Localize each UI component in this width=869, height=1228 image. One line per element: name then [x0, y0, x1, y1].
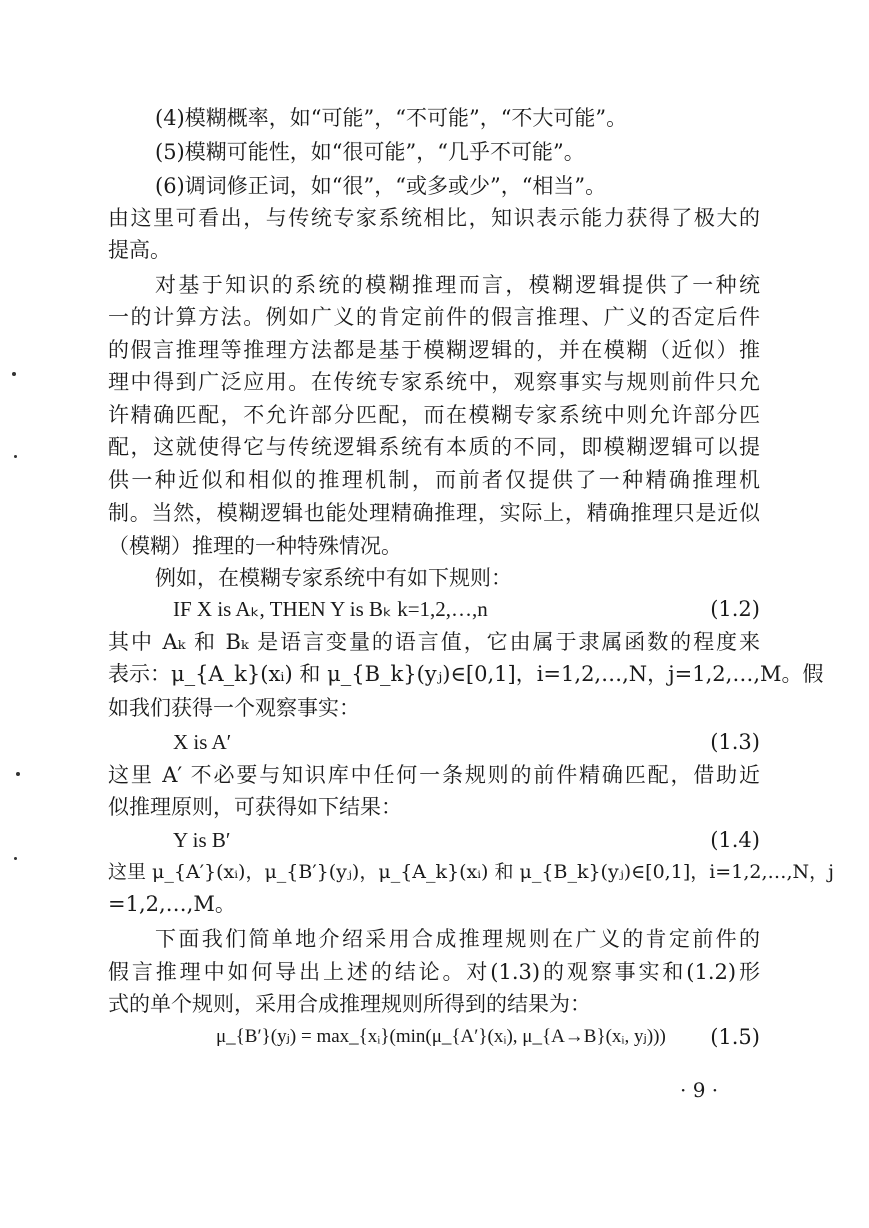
equation-number: (1.4): [710, 828, 760, 852]
list-item-fuzzy-probability: (4)模糊概率，如“可能”，“不可能”，“不大可能”。: [155, 106, 628, 130]
paragraph-line: 配，这就使得它与传统逻辑系统有本质的不同，即模糊逻辑可以提: [108, 435, 760, 459]
paragraph-line: 下面我们简单地介绍采用合成推理规则在广义的肯定前件的: [155, 927, 760, 951]
equation-expression: μ_{B′}(yⱼ) = max_{xᵢ}(min(μ_{A′}(xᵢ), μ_{A→B}(xᵢ, yⱼ))): [216, 1026, 666, 1047]
equation-expression: Y is B′: [173, 828, 231, 852]
scan-speck: [14, 857, 17, 860]
paragraph-line: 假言推理中如何导出上述的结论。对(1.3)的观察事实和(1.2)形: [108, 960, 760, 984]
paragraph-line: 许精确匹配，不允许部分匹配，而在模糊专家系统中则允许部分匹: [108, 403, 760, 427]
equation-number: (1.5): [710, 1025, 760, 1049]
paragraph-line: 供一种近似和相似的推理机制，而前者仅提供了一种精确推理机: [108, 468, 760, 492]
paragraph-line: 这里 μ_{A′}(xᵢ)，μ_{B′}(yⱼ)，μ_{A_k}(xᵢ) 和 μ_{B_k}(yⱼ)∈[0,1]，i=1,2,…,N，j: [108, 861, 835, 883]
equation-number: (1.3): [710, 730, 760, 754]
paragraph-line: 的假言推理等推理方法都是基于模糊逻辑的，并在模糊（近似）推: [108, 338, 760, 362]
paragraph-line: 例如，在模糊专家系统中有如下规则：: [155, 566, 512, 590]
paragraph-line: 由这里可看出，与传统专家系统相比，知识表示能力获得了极大的: [108, 206, 760, 230]
paragraph-line: 一的计算方法。例如广义的肯定前件的假言推理、广义的否定后件: [108, 305, 760, 329]
paragraph-line: 似推理原则，可获得如下结果：: [108, 795, 402, 819]
scan-speck: [16, 772, 20, 776]
paragraph-line: 表示：μ_{A_k}(xᵢ) 和 μ_{B_k}(yⱼ)∈[0,1]，i=1,2,…,N，j=1,2,…,M。假: [108, 662, 824, 686]
paragraph-line: =1,2,…,M。: [108, 892, 236, 916]
list-item-modifier: (6)调词修正词，如“很”，“或多或少”，“相当”。: [155, 174, 607, 198]
paragraph-line: 制。当然，模糊逻辑也能处理精确推理，实际上，精确推理只是近似: [108, 501, 760, 525]
paragraph-line: 对基于知识的系统的模糊推理而言，模糊逻辑提供了一种统: [155, 273, 760, 297]
equation-1-4: [108, 825, 760, 855]
paragraph-line: （模糊）推理的一种特殊情况。: [108, 534, 402, 558]
equation-1-5: [108, 1022, 760, 1052]
equation-expression: IF X is Aₖ, THEN Y is Bₖ k=1,2,…,n: [173, 597, 488, 621]
scan-speck: [12, 372, 16, 376]
equation-number: (1.2): [710, 597, 760, 621]
equation-expression: X is A′: [173, 730, 232, 754]
list-item-fuzzy-possibility: (5)模糊可能性，如“很可能”，“几乎不可能”。: [155, 140, 585, 164]
paragraph-line: 如我们获得一个观察事实：: [108, 696, 360, 720]
equation-1-2: [108, 594, 760, 624]
paragraph-line: 理中得到广泛应用。在传统专家系统中，观察事实与规则前件只允: [108, 370, 760, 394]
equation-1-3: [108, 727, 760, 757]
scan-speck: [14, 455, 17, 458]
paragraph-line: 式的单个规则，采用合成推理规则所得到的结果为：: [108, 992, 591, 1016]
paragraph-line: 这里 A′ 不必要与知识库中任何一条规则的前件精确匹配，借助近: [108, 763, 760, 787]
paragraph-line: 其中 Aₖ 和 Bₖ 是语言变量的语言值，它由属于隶属函数的程度来: [108, 630, 760, 654]
paragraph-line: 提高。: [108, 238, 171, 262]
page-number: · 9 ·: [680, 1078, 719, 1102]
